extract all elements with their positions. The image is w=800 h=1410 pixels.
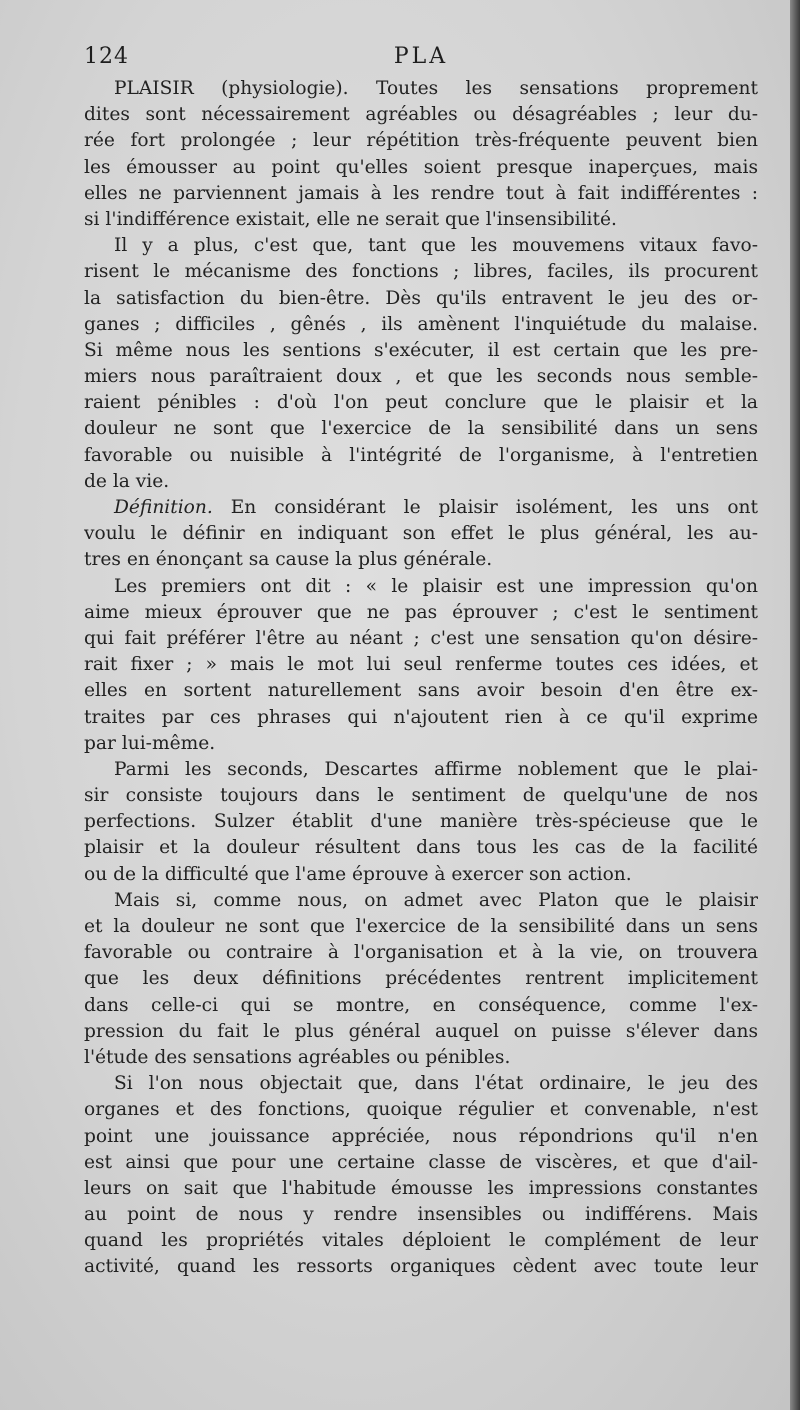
text-line: tres en énonçant sa cause la plus générale. [84,549,493,571]
text-line: Si l'on nous objectait que, dans l'état ordinaire, le jeu des [114,1073,758,1095]
text-line: que les deux définitions précédentes rentrent implicitement [84,968,758,990]
text-line: Si même nous les sentions s'exécuter, il est certain que les pre- [84,339,758,361]
text-line: Il y a plus, c'est que, tant que les mouvemens vitaux favo- [114,235,758,257]
page-edge-shadow [790,0,800,1410]
text-line: par lui-même. [84,732,216,754]
text-line: dites sont nécessairement agréables ou désagréables ; leur du- [84,104,758,126]
text-line: Définition. En considérant le plaisir isolément, les uns ont [114,497,758,518]
text-line: raient pénibles : d'où l'on peut conclure que le plaisir et la [84,392,758,414]
text-line: si l'indifférence existait, elle ne serait que l'insensibilité. [84,208,617,230]
text-line: aime mieux éprouver que ne pas éprouver ; c'est le sentiment [84,601,758,623]
text-line: quand les propriétés vitales déploient le complément de leur [84,1230,758,1252]
text-line: ou de la difficulté que l'ame éprouve à exercer son action. [84,863,632,885]
text-line: ganes ; difficiles , gênés , ils amènent l'inquiétude du malaise. [84,313,758,335]
text-line: PLAISIR (physiologie). Toutes les sensations proprement [114,78,758,99]
text-line: favorable ou nuisible à l'intégrité de l'organisme, à l'entretien [84,444,758,466]
text-line: et la douleur ne sont que l'exercice de la sensibilité dans un sens [84,916,758,937]
text-line: point une jouissance appréciée, nous répondrions qu'il n'en [84,1125,758,1147]
text-line: perfections. Sulzer établit d'une manière très-spécieuse que le [84,811,758,833]
text-line: l'étude des sensations agréables ou pénibles. [84,1046,511,1068]
text-line: douleur ne sont que l'exercice de la sensibilité dans un sens [84,418,758,440]
text-line: elles ne parviennent jamais à les rendre tout à fait indifférentes : [84,182,758,204]
definition-label: Définition. [114,497,213,518]
text-line: traites par ces phrases qui n'ajoutent rien à ce qu'il exprime [84,706,758,728]
text-line: la satisfaction du bien-être. Dès qu'ils entravent le jeu des or- [84,287,758,309]
text-line: de la vie. [84,470,170,492]
text-line: Les premiers ont dit : « le plaisir est une impression qu'on [114,575,758,597]
text-line: leurs on sait que l'habitude émousse les impressions constantes [84,1177,758,1199]
text-line: rait fixer ; » mais le mot lui seul renferme toutes ces idées, et [84,654,758,676]
text-line: miers nous paraîtraient doux , et que les seconds nous semble- [84,366,758,388]
text-line: elles en sortent naturellement sans avoir besoin d'en être ex- [84,680,758,702]
text-line: qui fait préférer l'être au néant ; c'est une sensation qu'on désire- [84,627,758,649]
body-text [84,76,758,1281]
text-line: au point de nous y rendre insensibles ou indifférens. Mais [84,1204,758,1226]
text-line: favorable ou contraire à l'organisation et à la vie, on trouvera [84,942,758,964]
page-number: 124 [84,44,129,69]
text-line: organes et des fonctions, quoique régulier et convenable, n'est [84,1099,758,1121]
text-line: est ainsi que pour une certaine classe de viscères, et que d'ail- [84,1151,758,1173]
text-line: rée fort prolongée ; leur répétition très-fréquente peuvent bien [84,130,758,152]
text-line: Mais si, comme nous, on admet avec Platon que le plaisir [114,889,758,911]
text-line: voulu le définir en indiquant son effet le plus général, les au- [84,523,758,545]
text-line: plaisir et la douleur résultent dans tous les cas de la facilité [84,837,758,859]
page-header [84,44,758,78]
running-head: PLA [393,44,449,69]
text-line: les émousser au point qu'elles soient presque inaperçues, mais [84,156,758,178]
text-line: pression du fait le plus général auquel on puisse s'élever dans [84,1020,758,1042]
text-line: activité, quand les ressorts organiques cèdent avec toute leur [84,1256,758,1278]
text-line: dans celle-ci qui se montre, en conséquence, comme l'ex- [84,994,758,1016]
text-line: sir consiste toujours dans le sentiment de quelqu'une de nos [84,785,758,807]
text-line: risent le mécanisme des fonctions ; libres, faciles, ils procurent [84,261,758,283]
text-line: Parmi les seconds, Descartes affirme noblement que le plai- [114,758,758,780]
